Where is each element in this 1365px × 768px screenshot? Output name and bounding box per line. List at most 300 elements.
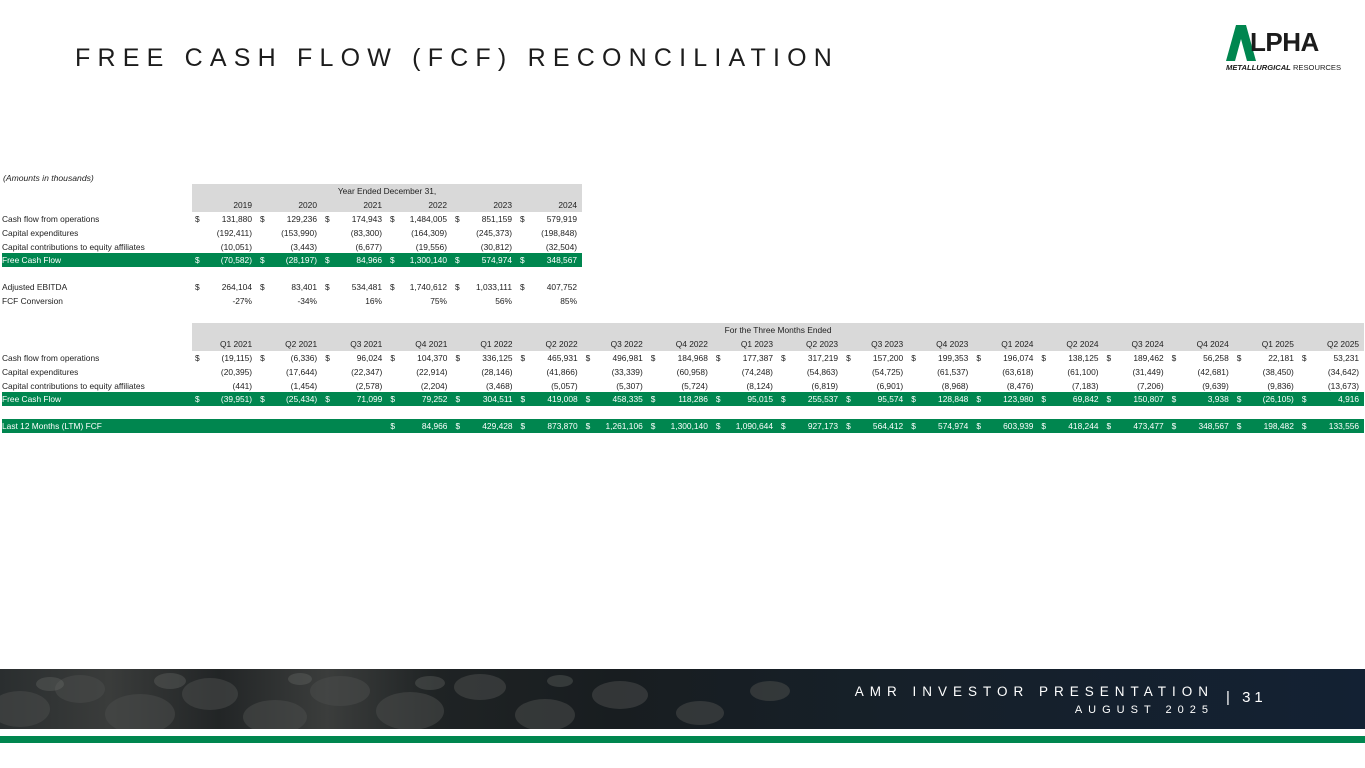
value: (3,443)	[290, 241, 317, 252]
quarter-header: Q1 2021	[192, 337, 257, 351]
value: (9,639)	[1202, 380, 1229, 391]
value-cell	[518, 351, 583, 365]
page-title: FREE CASH FLOW (FCF) RECONCILIATION	[75, 44, 840, 72]
value-cell	[517, 212, 582, 226]
value-cell	[973, 351, 1038, 365]
value-cell	[1299, 419, 1364, 433]
value: (28,146)	[481, 366, 513, 377]
table-row	[2, 280, 582, 294]
currency-symbol: $	[390, 282, 395, 293]
value: (6,677)	[355, 241, 382, 252]
value: 1,033,111	[475, 282, 512, 293]
value: (74,248)	[741, 366, 773, 377]
value-cell	[1038, 419, 1103, 433]
value: (7,183)	[1071, 380, 1099, 391]
value-cell	[257, 294, 322, 308]
value-cell	[257, 392, 322, 406]
value-cell	[387, 226, 452, 240]
value-cell	[973, 379, 1038, 393]
value-cell	[518, 379, 583, 393]
value: (83,300)	[350, 227, 382, 238]
value-cell	[1299, 379, 1364, 393]
value-cell	[452, 351, 517, 365]
value-cell	[843, 379, 908, 393]
currency-symbol: $	[390, 394, 395, 405]
alpha-logo	[1226, 24, 1354, 74]
table-row	[2, 294, 582, 308]
value: (60,958)	[676, 366, 708, 377]
currency-symbol: $	[325, 394, 330, 405]
value-cell	[583, 365, 648, 379]
currency-symbol: $	[1171, 352, 1177, 363]
currency-symbol: $	[1106, 352, 1112, 363]
currency-symbol: $	[650, 352, 656, 363]
value-cell	[648, 365, 713, 379]
value: (20,395)	[220, 366, 253, 377]
currency-symbol: $	[1301, 421, 1307, 432]
row-label: Capital expenditures	[2, 227, 79, 238]
value: 419,008	[547, 394, 578, 405]
row-label: Capital expenditures	[2, 366, 79, 377]
value-cell	[322, 212, 387, 226]
value: 429,428	[482, 421, 513, 432]
currency-symbol: $	[260, 352, 265, 363]
value-cell	[452, 419, 517, 433]
value-cell	[192, 294, 257, 308]
quarterly-group-header-row	[2, 323, 1364, 337]
value: (33,339)	[611, 366, 643, 377]
value: (8,968)	[941, 380, 969, 391]
coal-texture	[0, 669, 1365, 729]
value: 56%	[495, 296, 512, 307]
currency-symbol: $	[520, 421, 526, 432]
year-header: 2020	[257, 198, 322, 212]
value-cell	[1169, 379, 1234, 393]
bottom-accent-bar	[0, 736, 1365, 743]
currency-symbol: $	[1171, 421, 1177, 432]
value-cell	[1104, 379, 1169, 393]
value: 138,125	[1068, 352, 1099, 363]
value: (26,105)	[1262, 394, 1294, 405]
value: 75%	[430, 296, 447, 307]
year-header: 2019	[192, 198, 257, 212]
currency-symbol: $	[1301, 394, 1307, 405]
value-cell	[192, 240, 257, 254]
amounts-note: (Amounts in thousands)	[3, 173, 94, 183]
header-spacer	[2, 323, 192, 337]
value: 418,244	[1068, 421, 1099, 432]
value: 131,880	[221, 213, 252, 224]
value: (70,582)	[220, 255, 252, 266]
value-cell	[1104, 419, 1169, 433]
value: 1,300,140	[670, 421, 708, 432]
header-spacer	[2, 337, 192, 351]
currency-symbol: $	[390, 255, 395, 266]
value-cell	[387, 379, 452, 393]
value: 118,286	[678, 394, 708, 405]
value-cell	[778, 365, 843, 379]
currency-symbol: $	[455, 421, 461, 432]
value-cell	[908, 365, 973, 379]
year-header: 2024	[517, 198, 582, 212]
currency-symbol: $	[455, 213, 460, 224]
currency-symbol: $	[195, 213, 200, 224]
value-cell	[1038, 351, 1103, 365]
value: (17,644)	[286, 366, 318, 377]
currency-symbol: $	[846, 394, 851, 405]
currency-symbol: $	[650, 394, 656, 405]
value: (1,454)	[290, 380, 318, 391]
quarter-header: Q1 2022	[452, 337, 517, 351]
value: 128,848	[938, 394, 969, 405]
quarter-header: Q3 2021	[322, 337, 387, 351]
value: 927,173	[807, 421, 839, 432]
table-row	[2, 365, 1364, 379]
value: (34,642)	[1327, 366, 1360, 377]
value-cell	[257, 226, 322, 240]
header-spacer	[2, 184, 192, 198]
value-cell	[518, 365, 583, 379]
currency-symbol: $	[1171, 394, 1177, 405]
value: 83,401	[291, 282, 317, 293]
value-cell	[778, 379, 843, 393]
value: (22,914)	[416, 366, 448, 377]
currency-symbol: $	[520, 352, 526, 363]
value-cell	[192, 365, 257, 379]
value: 473,477	[1133, 421, 1164, 432]
page-number: | 31	[1226, 689, 1267, 706]
value: 851,159	[481, 213, 512, 224]
value-cell	[973, 419, 1038, 433]
value-cell	[192, 351, 257, 365]
value-cell	[387, 351, 452, 365]
currency-symbol: $	[1236, 394, 1242, 405]
currency-symbol: $	[195, 352, 200, 363]
value: 79,252	[421, 394, 448, 405]
currency-symbol: $	[1041, 394, 1047, 405]
value-cell	[322, 365, 387, 379]
value: (5,307)	[616, 380, 643, 391]
quarter-header: Q2 2025	[1299, 337, 1364, 351]
value-cell	[1038, 365, 1103, 379]
value: 71,099	[356, 394, 383, 405]
value: 84,966	[421, 421, 448, 432]
value: (32,504)	[545, 241, 578, 252]
currency-symbol: $	[846, 421, 851, 432]
quarterly-fcf-table	[2, 323, 1364, 433]
value: 873,870	[547, 421, 578, 432]
quarter-header: Q2 2022	[518, 337, 583, 351]
value: 317,219	[807, 352, 839, 363]
quarter-header: Q1 2023	[713, 337, 778, 351]
value-cell	[517, 226, 582, 240]
currency-symbol: $	[325, 352, 330, 363]
quarter-header: Q4 2022	[648, 337, 713, 351]
value-cell	[1104, 365, 1169, 379]
value: (10,051)	[220, 241, 252, 252]
annual-group-header: Year Ended December 31,	[192, 184, 582, 198]
value: (192,411)	[216, 227, 252, 238]
value: 264,104	[221, 282, 252, 293]
value: 129,236	[286, 213, 317, 224]
value: (54,863)	[806, 366, 839, 377]
value-cell	[583, 392, 648, 406]
value-cell	[648, 392, 713, 406]
currency-symbol: $	[715, 352, 721, 363]
currency-symbol: $	[1106, 394, 1112, 405]
value: 1,300,140	[409, 255, 447, 266]
value-cell	[648, 379, 713, 393]
table-row	[2, 419, 1364, 433]
value-cell	[387, 240, 452, 254]
value: 69,842	[1072, 394, 1099, 405]
value: 3,938	[1207, 394, 1229, 405]
value: 196,074	[1003, 352, 1034, 363]
row-label: Last 12 Months (LTM) FCF	[2, 419, 192, 433]
value: 95,574	[877, 394, 904, 405]
value: 603,939	[1003, 421, 1034, 432]
currency-symbol: $	[650, 421, 656, 432]
currency-symbol: $	[1106, 421, 1112, 432]
value-cell	[583, 379, 648, 393]
table-row	[2, 226, 582, 240]
value: (13,673)	[1327, 380, 1360, 391]
value-cell	[452, 294, 517, 308]
value-cell	[257, 379, 322, 393]
value: (164,309)	[411, 227, 447, 238]
value: 177,387	[742, 352, 773, 363]
annual-group-header-row	[2, 184, 582, 198]
currency-symbol: $	[520, 394, 526, 405]
currency-symbol: $	[780, 394, 786, 405]
value: (7,206)	[1137, 380, 1164, 391]
value: (54,725)	[872, 366, 904, 377]
currency-symbol: $	[390, 352, 395, 363]
value: 579,919	[546, 213, 578, 224]
quarter-header: Q4 2024	[1169, 337, 1234, 351]
value: 458,335	[612, 394, 643, 405]
value-cell	[583, 351, 648, 365]
currency-symbol: $	[1236, 421, 1242, 432]
value: 174,943	[351, 213, 382, 224]
currency-symbol: $	[715, 421, 721, 432]
value-cell	[322, 419, 387, 433]
row-label: FCF Conversion	[2, 296, 63, 307]
value: (8,124)	[746, 380, 773, 391]
value-cell	[973, 392, 1038, 406]
currency-symbol: $	[260, 255, 265, 266]
currency-symbol: $	[195, 282, 200, 293]
value-cell	[908, 392, 973, 406]
value-cell	[452, 226, 517, 240]
value: (30,812)	[480, 241, 512, 252]
value-cell	[713, 351, 778, 365]
value-cell	[257, 253, 322, 267]
quarter-header: Q2 2024	[1038, 337, 1103, 351]
quarter-header: Q2 2021	[257, 337, 322, 351]
year-header: 2021	[322, 198, 387, 212]
value-cell	[1234, 419, 1299, 433]
currency-symbol: $	[1236, 352, 1242, 363]
value-cell	[192, 280, 257, 294]
table-row	[2, 351, 1364, 365]
row-label: Capital contributions to equity affiliates	[2, 241, 145, 252]
table-row	[2, 240, 582, 254]
value: (5,057)	[551, 380, 578, 391]
quarter-header: Q2 2023	[778, 337, 843, 351]
value-cell	[843, 392, 908, 406]
value-cell	[257, 280, 322, 294]
value-cell	[973, 365, 1038, 379]
value-cell	[452, 280, 517, 294]
value-cell	[192, 212, 257, 226]
row-label: Free Cash Flow	[2, 253, 192, 267]
row-label: Capital contributions to equity affiliates	[2, 380, 145, 391]
value-cell	[1169, 419, 1234, 433]
table-row	[2, 212, 582, 226]
value: 198,482	[1263, 421, 1294, 432]
spacer-cell	[2, 406, 1364, 419]
value: 123,980	[1003, 394, 1034, 405]
value-cell	[1038, 392, 1103, 406]
value: 157,200	[872, 352, 904, 363]
currency-symbol: $	[976, 394, 981, 405]
value: (22,347)	[351, 366, 383, 377]
value: 184,968	[677, 352, 708, 363]
value-cell	[257, 240, 322, 254]
value: 534,481	[351, 282, 382, 293]
value-cell	[713, 365, 778, 379]
quarterly-group-header: For the Three Months Ended	[192, 323, 1364, 337]
value-cell	[1038, 379, 1103, 393]
currency-symbol: $	[325, 213, 330, 224]
table-row	[2, 392, 1364, 406]
annual-fcf-table	[2, 184, 582, 308]
currency-symbol: $	[260, 394, 265, 405]
currency-symbol: $	[260, 282, 265, 293]
value: (19,556)	[415, 241, 447, 252]
currency-symbol: $	[260, 213, 265, 224]
table-row	[2, 379, 1364, 393]
value-cell	[908, 351, 973, 365]
value-cell	[517, 240, 582, 254]
value-cell	[648, 351, 713, 365]
value-cell	[257, 365, 322, 379]
value: 96,024	[356, 352, 383, 363]
value-cell	[843, 351, 908, 365]
value: (5,724)	[681, 380, 708, 391]
value-cell	[387, 294, 452, 308]
value: 104,370	[417, 352, 448, 363]
value-cell	[452, 365, 517, 379]
value: (8,476)	[1006, 380, 1034, 391]
value: (41,866)	[546, 366, 578, 377]
currency-symbol: $	[911, 352, 916, 363]
row-label: Free Cash Flow	[2, 392, 192, 406]
value-cell	[387, 212, 452, 226]
value: 1,090,644	[735, 421, 773, 432]
value-cell	[1169, 392, 1234, 406]
quarter-header: Q1 2024	[973, 337, 1038, 351]
value-cell	[1299, 365, 1364, 379]
currency-symbol: $	[976, 421, 981, 432]
value-cell	[387, 419, 452, 433]
currency-symbol: $	[520, 213, 525, 224]
value: 56,258	[1203, 352, 1229, 363]
value: (6,336)	[290, 352, 318, 363]
currency-symbol: $	[911, 394, 916, 405]
value: 84,966	[356, 255, 382, 266]
value: (61,537)	[937, 366, 969, 377]
value: 304,511	[482, 394, 513, 405]
header-spacer	[2, 198, 192, 212]
value-cell	[908, 379, 973, 393]
value: (25,434)	[286, 394, 318, 405]
value-cell	[1299, 351, 1364, 365]
currency-symbol: $	[520, 282, 525, 293]
value: (39,951)	[220, 394, 253, 405]
year-header: 2022	[387, 198, 452, 212]
value-cell	[387, 253, 452, 267]
currency-symbol: $	[195, 255, 200, 266]
currency-symbol: $	[1041, 352, 1047, 363]
value-cell	[257, 419, 322, 433]
currency-symbol: $	[455, 255, 460, 266]
value-cell	[713, 379, 778, 393]
value-cell	[1104, 351, 1169, 365]
value: (9,836)	[1267, 380, 1294, 391]
currency-symbol: $	[390, 421, 395, 432]
value-cell	[583, 419, 648, 433]
value: 574,974	[938, 421, 969, 432]
value: 348,567	[546, 255, 578, 266]
value-cell	[322, 253, 387, 267]
currency-symbol: $	[1301, 352, 1307, 363]
value-cell	[257, 212, 322, 226]
logo-word: LPHA	[1250, 27, 1319, 57]
value-cell	[1234, 392, 1299, 406]
value-cell	[322, 226, 387, 240]
value-cell	[517, 253, 582, 267]
value-cell	[452, 379, 517, 393]
value: -27%	[232, 296, 252, 307]
quarter-header: Q1 2025	[1234, 337, 1299, 351]
value-cell	[648, 419, 713, 433]
value-cell	[908, 419, 973, 433]
value-cell	[452, 240, 517, 254]
year-header: 2023	[452, 198, 517, 212]
value-cell	[192, 253, 257, 267]
row-label: Cash flow from operations	[2, 352, 100, 363]
value: 95,015	[747, 394, 773, 405]
footer-presentation-title: AMR INVESTOR PRESENTATION	[854, 684, 1214, 699]
value: (2,578)	[355, 380, 383, 391]
value-cell	[778, 351, 843, 365]
value-cell	[257, 351, 322, 365]
value: 4,916	[1338, 394, 1360, 405]
value-cell	[1169, 351, 1234, 365]
value-cell	[778, 419, 843, 433]
value: 465,931	[547, 352, 578, 363]
currency-symbol: $	[195, 394, 200, 405]
value-cell	[1234, 379, 1299, 393]
value-cell	[322, 280, 387, 294]
value: (6,901)	[876, 380, 904, 391]
value-cell	[192, 419, 257, 433]
value-cell	[713, 419, 778, 433]
quarter-header: Q3 2023	[843, 337, 908, 351]
value: (6,819)	[811, 380, 839, 391]
